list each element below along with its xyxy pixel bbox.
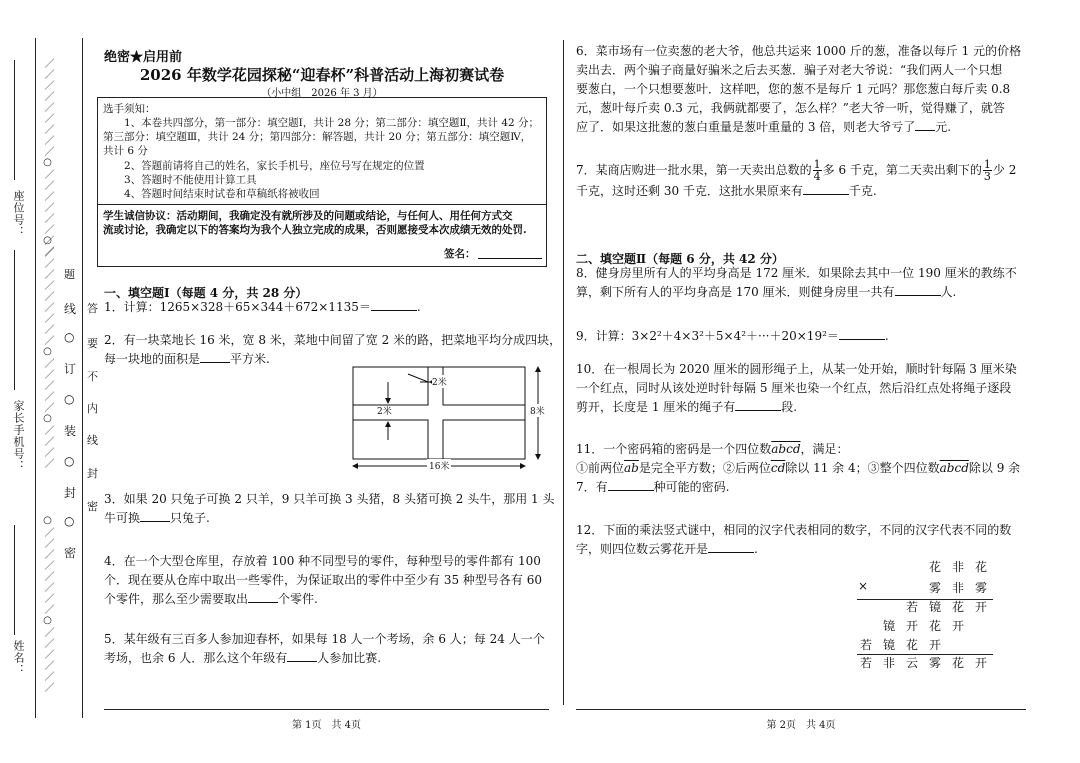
instructions-divider	[98, 204, 546, 205]
question-2: 2．有一块菜地长 16 米，宽 8 米，菜地中间留了宽 2 米的路，把菜地平均分成四块， 每一块地的面积是 平方米.	[104, 333, 562, 366]
figure-label-bottom: 16米	[427, 459, 451, 472]
question-8: 8．健身房里所有人的平均身高是 172 厘米．如果除去其中一位 190 厘米的教练不 算，剩下所有人的平均身高是 170 厘米．则健身房里一共有 人.	[576, 266, 1017, 299]
name-label: 姓名：	[12, 640, 25, 676]
question-11: 11．一个密码箱的密码是一个四位数abcd，满足： ①前两位$\overline{ab}$是完全平方数；②后两位$\overline{cd}$除以 11 余 4；③整个四位数abcd除以 9 余 7．有 种可能的密码.	[576, 442, 1021, 494]
q5-answer-blank[interactable]	[287, 649, 317, 662]
seal-char: ○	[64, 454, 75, 468]
fraction-one-quarter: $\frac{1}{4}$	[813, 158, 821, 183]
seal-char: 密	[87, 500, 98, 513]
q12-answer-blank[interactable]	[708, 540, 754, 553]
q11-answer-blank[interactable]	[608, 478, 654, 491]
q3-answer-blank[interactable]	[140, 509, 170, 522]
question-1: 1．计算：1265×328＋65×344＋672×1135＝ .	[104, 300, 421, 314]
question-6: 6．菜市场有一位卖葱的老大爷，他总共运来 1000 斤的葱，准备以每斤 1 元的价格 卖出去．两个骗子商量好骗米之后去买葱．骗子对老大爷说：“我们两人一个只想 要葱白，一个只想要葱叶．这样吧，您的葱不是每斤 1 元吗？那您葱白每斤卖 0.8 元，葱叶每斤卖 0.3 元，我俩就都要了，怎么样？”老大爷一听，觉得赚了，就答 应了．如果这批葱的葱白重量是葱叶重量的 3 倍，则老大爷亏了 元.	[576, 44, 1022, 134]
page-divider	[563, 40, 564, 705]
integrity-text: 学生诚信协议：活动期间，我确定没有就所涉及的问题或结论，与任何人、用任何方式交	[103, 210, 513, 222]
mult-row-5: 若 镜 花 开	[859, 638, 941, 652]
margin-slash-top: ／／／／／／／／／○／／／／／／／／	[42, 58, 53, 257]
q10-answer-blank[interactable]	[735, 398, 781, 411]
question-5: 5．某年级有三百多人参加迎春杯，如果每 18 人一个考场，余 6 人；每 24 人一个 考场，也余 6 人．那么这个年级有 人参加比赛.	[104, 632, 545, 665]
seal-char: 答	[87, 302, 98, 315]
name-line	[14, 525, 15, 635]
instruction-line: 4、答题时间结束时试卷和草稿纸将被收回	[124, 188, 320, 200]
page-number-2: 第 2页 共 4页	[766, 720, 836, 731]
instruction-line: 共计 6 分	[103, 145, 148, 157]
instructions-heading: 选手须知：	[103, 103, 156, 115]
margin-slash-mid: ○／／／／／／／／／○／／／／／○／／／／	[42, 235, 53, 469]
garden-figure	[348, 362, 548, 474]
signature-line[interactable]	[478, 258, 542, 259]
seal-char: 要	[87, 337, 98, 350]
seat-number-label: 座位号：	[12, 190, 25, 238]
signature-label: 签名：	[444, 248, 476, 260]
seal-char: 密	[64, 546, 77, 560]
margin-border-inner	[82, 38, 83, 718]
seal-char: ○	[64, 392, 75, 406]
footer-rule-left	[104, 709, 549, 710]
fraction-one-third: $\frac{1}{3}$	[983, 158, 991, 183]
exam-title: 2026 年数学花园探秘“迎春杯”科普活动上海初赛试卷	[139, 66, 505, 84]
seal-char: 不	[87, 370, 98, 383]
footer-rule-right	[576, 709, 1026, 710]
seal-char: 装	[64, 424, 77, 438]
mult-row-6: 若 非 云 雾 花 开	[859, 656, 987, 670]
question-4: 4．在一个大型仓库里，存放着 100 种不同型号的零件，每种型号的零件都有 100 个．现在要从仓库中取出一些零件，为保证取出的零件中至少有 35 种型号各有 60 个零件，那么至少需要取出 个零件.	[104, 554, 542, 606]
seal-char: 封	[87, 467, 98, 480]
q1-answer-blank[interactable]	[371, 298, 417, 311]
seat-number-line	[14, 60, 15, 180]
q8-answer-blank[interactable]	[895, 283, 941, 296]
exam-subtitle: （小中组 2026 年 3 月）	[261, 88, 383, 99]
question-10: 10．在一根周长为 2020 厘米的圆形绳子上，从某一处开始，顺时针每隔 3 厘米染 一个红点，同时从该处逆时针每隔 5 厘米也染一个红点，然后沿红点处将绳子逐段 剪开，长度是 1 厘米的绳子有 段.	[576, 362, 1017, 414]
section1-title: 一、填空题Ⅰ（每题 4 分，共 28 分）	[104, 286, 308, 300]
figure-label-right: 8米	[530, 404, 545, 417]
integrity-text: 流或讨论，我确定以下的答案均为我个人独立完成的成果，否则愿接受本次成绩无效的处罚.	[103, 224, 527, 236]
seal-char: 封	[64, 486, 77, 500]
seal-char: 题	[64, 268, 75, 281]
seal-char: ○	[64, 330, 75, 344]
question-9: 9．计算：3×2²＋4×3²＋5×4²＋···＋20×19²＝ .	[576, 329, 889, 343]
seal-char: 线	[87, 434, 98, 447]
q6-answer-blank[interactable]	[915, 118, 935, 131]
q7-answer-blank[interactable]	[803, 182, 849, 195]
margin-slash-bot: ○／／／／／／／／○／／／／／／	[42, 515, 53, 693]
figure-label-top: 2米	[432, 375, 447, 388]
parent-phone-label: 家长手机号：	[12, 400, 25, 472]
seal-char: 订	[64, 362, 77, 376]
parent-phone-line	[14, 250, 15, 390]
q2-answer-blank[interactable]	[200, 350, 230, 363]
question-12: 12．下面的乘法竖式谜中，相同的汉字代表相同的数字，不同的汉字代表不同的数 字，则四位数云雾花开是 .	[576, 523, 1012, 556]
instructions-box	[97, 97, 547, 267]
mult-row-3: 若 镜 花 开	[905, 600, 987, 614]
instruction-line: 2、答题前请将自己的姓名，家长手机号，座位号写在规定的位置	[124, 160, 425, 172]
q9-answer-blank[interactable]	[839, 327, 885, 340]
mult-row-4: 镜 开 花 开	[882, 619, 964, 633]
q4-answer-blank[interactable]	[248, 590, 278, 603]
margin-border-outer	[35, 38, 36, 718]
mult-row-2: × 雾 非 雾	[857, 579, 987, 595]
page-number-1: 第 1页 共 4页	[291, 720, 362, 731]
confidential-mark: 绝密★启用前	[104, 50, 183, 65]
section2-title: 二、填空题Ⅱ（每题 6 分，共 42 分）	[576, 252, 784, 266]
mult-row-1: 花 非 花	[928, 560, 987, 574]
instruction-line: 第三部分：填空题Ⅲ，共计 24 分；第四部分：解答题，共计 20 分；第五部分：填空题Ⅳ，	[103, 131, 532, 143]
figure-label-mid: 2米	[377, 407, 392, 417]
question-7: 7．某商店购进一批水果，第一天卖出总数的 $\frac{1}{4}$ 多 6 千克，第二天卖出剩下的 $\frac{1}{3}$ 少 2 千克，这时还剩 30 千克．这批水果原来有 千克.	[576, 158, 1017, 198]
instruction-line: 3、答题时不能使用计算工具	[124, 174, 257, 186]
seal-char: 内	[87, 402, 98, 415]
seal-char: 线	[64, 302, 77, 316]
instruction-line: 1、本卷共四部分，第一部分：填空题Ⅰ，共计 28 分；第二部分：填空题Ⅱ，共计 42 分；	[124, 117, 540, 129]
seal-char: ○	[64, 514, 75, 528]
question-3: 3．如果 20 只兔子可换 2 只羊，9 只羊可换 3 头猪，8 头猪可换 2 头牛，那用 1 头 牛可换 只兔子.	[104, 492, 555, 525]
